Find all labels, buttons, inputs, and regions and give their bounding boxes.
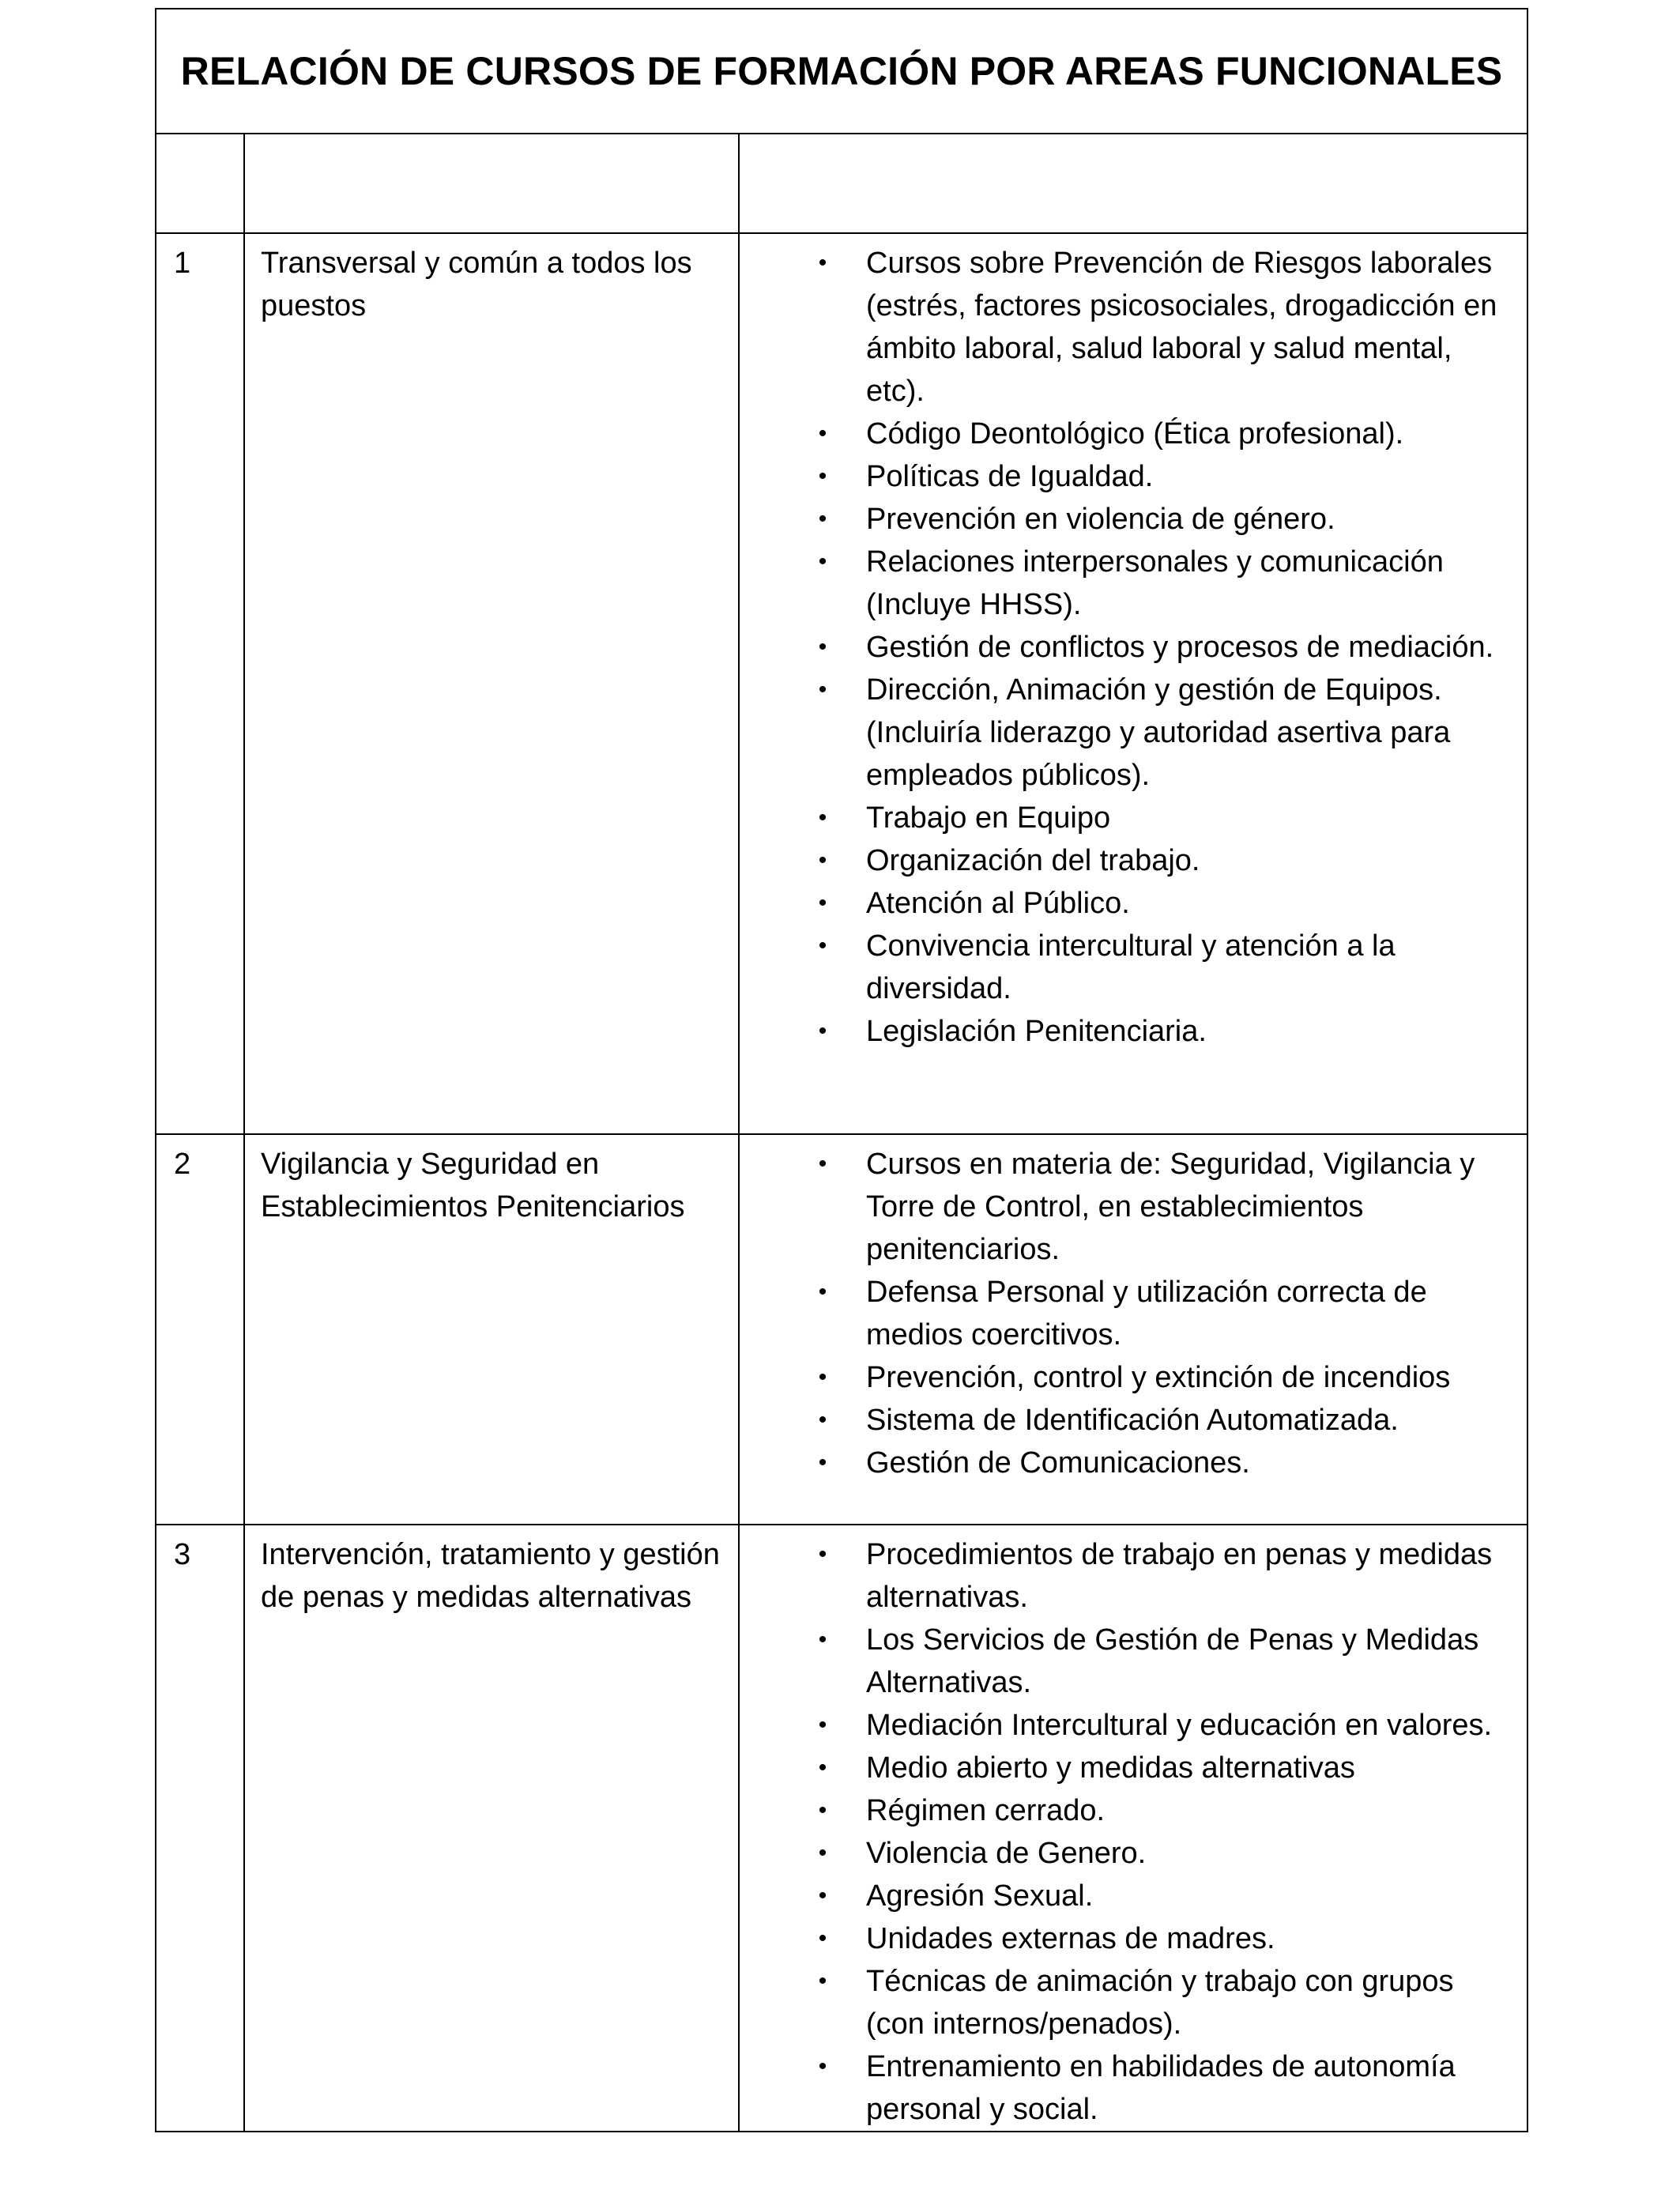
bullet-icon: • <box>818 1755 827 1781</box>
row-number: 2 <box>156 1134 244 1525</box>
blank-header-row <box>156 134 1527 233</box>
course-text: Organización del trabajo. <box>866 844 1200 877</box>
bullet-icon: • <box>818 1968 827 1994</box>
course-item <box>740 1356 1514 1399</box>
course-item <box>740 413 1514 455</box>
bullet-icon: • <box>818 1541 827 1567</box>
bullet-icon: • <box>818 463 827 489</box>
course-item <box>740 1143 1514 1271</box>
bullet-icon: • <box>818 420 827 447</box>
course-item <box>740 541 1514 626</box>
table-row <box>156 1134 1527 1525</box>
bullet-icon: • <box>818 634 827 660</box>
table-row <box>156 1525 1527 2132</box>
blank-cell-courses <box>739 134 1527 233</box>
blank-cell-number <box>156 134 244 233</box>
bullet-icon: • <box>818 805 827 831</box>
course-item <box>740 455 1514 498</box>
course-item <box>740 1271 1514 1356</box>
course-item <box>740 669 1514 797</box>
course-text: Agresión Sexual. <box>866 1879 1094 1913</box>
course-text: Régimen cerrado. <box>866 1794 1106 1827</box>
course-list <box>740 242 1514 1053</box>
course-text: Unidades externas de madres. <box>866 1922 1275 1955</box>
course-item <box>740 1832 1514 1875</box>
table-row <box>156 233 1527 1134</box>
bullet-icon: • <box>818 1279 827 1305</box>
course-item <box>740 626 1514 669</box>
course-text: Legislación Penitenciaria. <box>866 1015 1207 1048</box>
title-cell <box>156 9 1527 134</box>
course-text: Prevención, control y extinción de incendios <box>866 1361 1451 1394</box>
course-item <box>740 882 1514 925</box>
course-item <box>740 1960 1514 2045</box>
bullet-icon: • <box>818 1883 827 1909</box>
row-number: 3 <box>156 1525 244 2132</box>
course-item <box>740 498 1514 541</box>
bullet-icon: • <box>818 1712 827 1738</box>
bullet-icon: • <box>818 506 827 532</box>
course-text: Procedimientos de trabajo en penas y medidas alternativas. <box>866 1538 1493 1614</box>
course-list <box>740 1533 1514 2131</box>
course-text: Cursos en materia de: Seguridad, Vigilancia y Torre de Control, en establecimientos penitenciarios. <box>866 1148 1475 1266</box>
course-text: Mediación Intercultural y educación en valores. <box>866 1709 1493 1742</box>
course-list-cell <box>739 233 1527 1134</box>
course-text: Cursos sobre Prevención de Riesgos laborales (estrés, factores psicosociales, drogadicción en ámbito laboral, salud laboral y salud mental, etc). <box>866 247 1497 408</box>
course-text: Políticas de Igualdad. <box>866 460 1154 493</box>
course-item <box>740 242 1514 413</box>
course-text: Convivencia intercultural y atención a la diversidad. <box>866 929 1396 1005</box>
course-item <box>740 1875 1514 1917</box>
course-list-cell <box>739 1134 1527 1525</box>
course-item <box>740 1704 1514 1747</box>
course-text: Los Servicios de Gestión de Penas y Medidas Alternativas. <box>866 1623 1479 1699</box>
course-text: Prevención en violencia de género. <box>866 503 1335 536</box>
course-item <box>740 2045 1514 2131</box>
course-text: Violencia de Genero. <box>866 1837 1147 1870</box>
course-text: Sistema de Identificación Automatizada. <box>866 1404 1399 1437</box>
area-name: Transversal y común a todos los puestos <box>244 233 739 1134</box>
course-item <box>740 1747 1514 1789</box>
course-item <box>740 839 1514 882</box>
bullet-icon: • <box>818 1925 827 1951</box>
course-item <box>740 1619 1514 1704</box>
bullet-icon: • <box>818 1627 827 1653</box>
bullet-icon: • <box>818 1151 827 1177</box>
course-text: Gestión de conflictos y procesos de mediación. <box>866 631 1494 664</box>
course-item <box>740 1399 1514 1442</box>
course-item <box>740 797 1514 839</box>
course-text: Gestión de Comunicaciones. <box>866 1446 1250 1480</box>
course-text: Atención al Público. <box>866 887 1130 920</box>
area-name: Vigilancia y Seguridad en Establecimientos Penitenciarios <box>244 1134 739 1525</box>
blank-cell-area <box>244 134 739 233</box>
bullet-icon: • <box>818 1840 827 1866</box>
bullet-icon: • <box>818 250 827 276</box>
title-row <box>156 9 1527 134</box>
bullet-icon: • <box>818 548 827 575</box>
course-text: Defensa Personal y utilización correcta de medios coercitivos. <box>866 1276 1427 1351</box>
bullet-icon: • <box>818 890 827 916</box>
row-number: 1 <box>156 233 244 1134</box>
course-text: Técnicas de animación y trabajo con grupos (con internos/penados). <box>866 1965 1454 2041</box>
bullet-icon: • <box>818 1407 827 1433</box>
bullet-icon: • <box>818 933 827 959</box>
bullet-icon: • <box>818 1018 827 1044</box>
course-item <box>740 1789 1514 1832</box>
course-item <box>740 1917 1514 1960</box>
course-text: Relaciones interpersonales y comunicación (Incluye HHSS). <box>866 545 1444 621</box>
courses-table <box>155 8 1528 2132</box>
bullet-icon: • <box>818 1449 827 1476</box>
course-item <box>740 925 1514 1010</box>
course-item <box>740 1533 1514 1619</box>
bullet-icon: • <box>818 847 827 873</box>
course-text: Medio abierto y medidas alternativas <box>866 1751 1355 1785</box>
area-name: Intervención, tratamiento y gestión de penas y medidas alternativas <box>244 1525 739 2132</box>
bullet-icon: • <box>818 677 827 703</box>
bullet-icon: • <box>818 2053 827 2079</box>
bullet-icon: • <box>818 1797 827 1823</box>
course-text: Dirección, Animación y gestión de Equipos. (Incluiría liderazgo y autoridad asertiva para empleados públicos). <box>866 673 1451 792</box>
course-list <box>740 1143 1514 1484</box>
document-title: RELACIÓN DE CURSOS DE FORMACIÓN POR AREAS FUNCIONALES <box>180 49 1503 93</box>
course-text: Trabajo en Equipo <box>866 801 1111 835</box>
bullet-icon: • <box>818 1364 827 1390</box>
course-item <box>740 1010 1514 1053</box>
course-list-cell <box>739 1525 1527 2132</box>
course-text: Entrenamiento en habilidades de autonomía personal y social. <box>866 2050 1456 2126</box>
course-text: Código Deontológico (Ética profesional). <box>866 417 1404 450</box>
course-item <box>740 1442 1514 1484</box>
